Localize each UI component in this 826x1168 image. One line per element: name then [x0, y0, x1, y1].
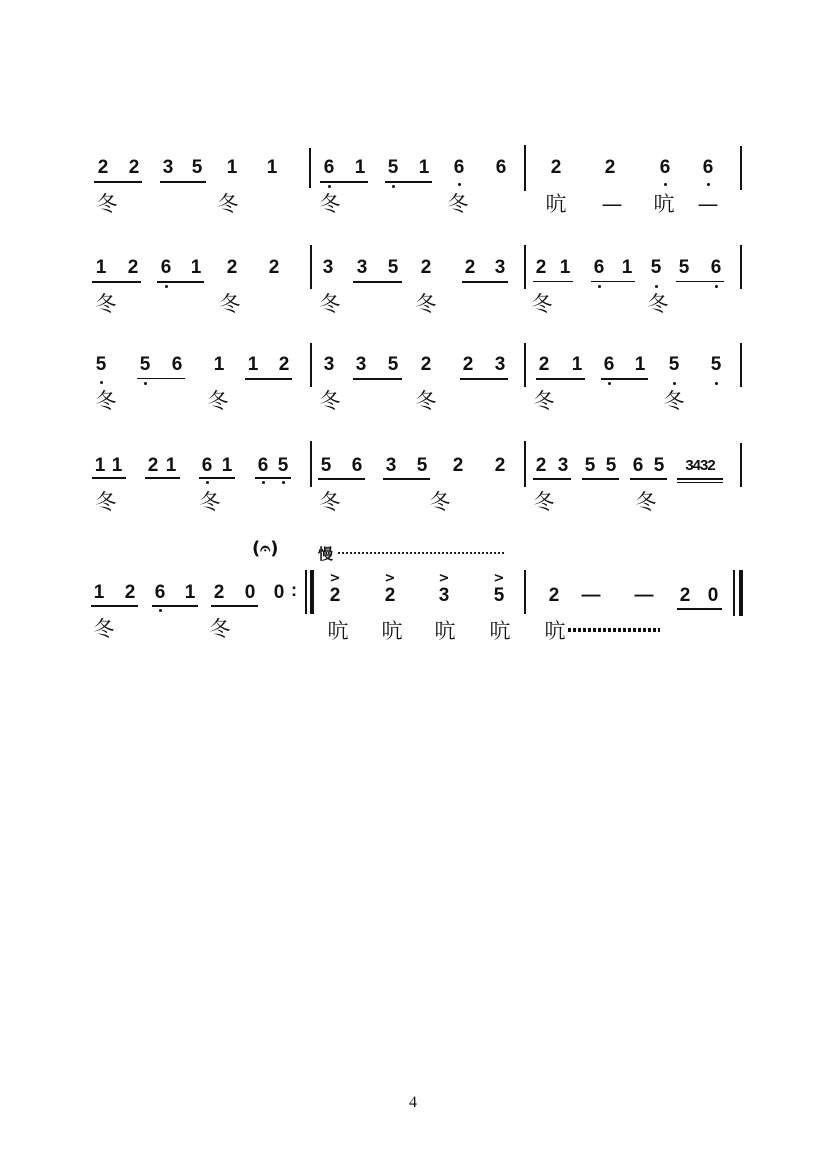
lyric: 吭	[545, 192, 567, 216]
dash: —	[581, 585, 601, 606]
note: 1	[93, 582, 105, 603]
note: 0	[707, 585, 719, 606]
note: 1	[213, 354, 225, 375]
octave-dot	[458, 183, 461, 186]
repeat-sign: :	[291, 580, 297, 600]
note: 1	[226, 157, 238, 178]
note: 2	[535, 455, 547, 476]
beam-underline	[601, 378, 648, 380]
note: 2	[124, 582, 136, 603]
beam-underline	[245, 378, 292, 380]
barline	[524, 343, 526, 387]
note: 3	[494, 354, 506, 375]
lyric: 冬	[415, 389, 437, 413]
beam-underline	[591, 281, 635, 282]
note: 2	[548, 585, 560, 606]
octave-dot	[715, 285, 718, 288]
octave-dot	[159, 609, 162, 612]
lyric: 冬	[319, 389, 341, 413]
octave-dot	[392, 185, 395, 188]
note: 1	[571, 354, 583, 375]
beam-underline	[536, 378, 585, 380]
note: 2	[538, 354, 550, 375]
note: 2	[384, 585, 396, 606]
lyric: 冬	[319, 490, 341, 514]
note: 2	[329, 585, 341, 606]
note: 6	[593, 257, 605, 278]
note: 5	[668, 354, 680, 375]
lyric: 冬	[209, 617, 231, 641]
lyric: 冬	[96, 192, 118, 216]
lyric: 冬	[219, 292, 241, 316]
lyric: 冬	[415, 292, 437, 316]
beam-underline	[677, 608, 722, 610]
octave-dot	[165, 285, 168, 288]
note: 5	[387, 354, 399, 375]
beam-underline	[137, 378, 185, 379]
note: 1	[354, 157, 366, 178]
lyric: 冬	[95, 389, 117, 413]
accent-mark: >	[438, 571, 450, 586]
barline	[309, 148, 311, 188]
note: 1	[190, 257, 202, 278]
note: 1	[634, 354, 646, 375]
beam-underline	[462, 281, 508, 283]
octave-dot	[100, 381, 103, 384]
note: 2	[420, 257, 432, 278]
note: 1	[266, 157, 278, 178]
lyric: 冬	[663, 389, 685, 413]
note: 2	[420, 354, 432, 375]
note: 6	[351, 455, 363, 476]
lyric: 吭	[544, 619, 566, 643]
lyric: 冬	[319, 192, 341, 216]
note: 1	[165, 455, 177, 476]
lyric: 吭	[327, 619, 349, 643]
lyric: 吭	[653, 192, 675, 216]
beam-underline	[533, 478, 571, 480]
note: 1	[621, 257, 633, 278]
lyric: 冬	[447, 192, 469, 216]
beam-underline	[320, 181, 368, 183]
note: 1	[94, 455, 106, 476]
note: 6	[257, 455, 269, 476]
tempo-extension-dots	[338, 552, 504, 554]
note: 1	[111, 455, 123, 476]
note: 5	[605, 455, 617, 476]
octave-dot	[282, 481, 285, 484]
note: 2	[462, 354, 474, 375]
beam-underline	[533, 281, 573, 282]
beam-underline	[676, 281, 724, 282]
note: 2	[147, 455, 159, 476]
note: 2	[494, 455, 506, 476]
note: 5	[277, 455, 289, 476]
beam-underline	[383, 478, 430, 480]
fermata-mark: (𝄐)	[252, 538, 279, 559]
beam-underline	[385, 181, 432, 183]
note: 2	[535, 257, 547, 278]
beam-underline	[677, 482, 723, 483]
note: 1	[184, 582, 196, 603]
note: 5	[320, 455, 332, 476]
note: 5	[493, 585, 505, 606]
beam-underline	[353, 281, 402, 283]
beam-underline	[353, 378, 402, 380]
octave-dot	[707, 183, 710, 186]
beam-underline	[92, 477, 126, 479]
barline	[305, 570, 307, 614]
lyric: 冬	[533, 389, 555, 413]
beam-underline	[460, 378, 508, 380]
accent-mark: >	[384, 571, 396, 586]
note: 5	[678, 257, 690, 278]
barline	[524, 570, 526, 614]
barline	[733, 570, 735, 616]
note: 2	[278, 354, 290, 375]
note: 1	[559, 257, 571, 278]
lyric: 冬	[95, 292, 117, 316]
note: 5	[416, 455, 428, 476]
barline	[310, 570, 314, 614]
note: 1	[418, 157, 430, 178]
note: 6	[710, 257, 722, 278]
octave-dot	[608, 382, 611, 385]
barline	[740, 146, 742, 190]
note: 3	[355, 354, 367, 375]
beam-underline	[92, 281, 141, 283]
beam-underline	[152, 605, 198, 607]
tremolo-wavy-line	[568, 628, 660, 632]
beam-underline	[199, 477, 235, 479]
accent-mark: >	[493, 571, 505, 586]
note: 3	[356, 257, 368, 278]
note: 2	[679, 585, 691, 606]
barline	[310, 245, 312, 289]
octave-dot	[328, 185, 331, 188]
note: 3	[323, 354, 335, 375]
note: 3	[494, 257, 506, 278]
note: 5	[139, 354, 151, 375]
lyric: 冬	[319, 292, 341, 316]
note: 2	[550, 157, 562, 178]
note: 5	[387, 157, 399, 178]
barline	[524, 145, 526, 191]
note: 6	[154, 582, 166, 603]
beam-underline	[145, 477, 180, 479]
barline	[740, 245, 742, 289]
lyric: 吭	[434, 619, 456, 643]
lyric: 冬	[429, 490, 451, 514]
note: 3	[438, 585, 450, 606]
beam-underline	[677, 478, 723, 480]
note: 2	[213, 582, 225, 603]
note: 2	[268, 257, 280, 278]
note: 2	[127, 257, 139, 278]
note: 6	[603, 354, 615, 375]
note: 2	[226, 257, 238, 278]
beam-underline	[91, 605, 138, 607]
barline	[310, 343, 312, 387]
note: 3	[322, 257, 334, 278]
barline	[740, 343, 742, 387]
accent-mark: >	[329, 571, 341, 586]
lyric: 冬	[533, 490, 555, 514]
barline	[524, 245, 526, 289]
beam-underline	[630, 478, 667, 480]
beam-underline	[211, 605, 258, 607]
note: 6	[160, 257, 172, 278]
octave-dot	[598, 285, 601, 288]
note: 2	[452, 455, 464, 476]
octave-dot	[715, 382, 718, 385]
note: 5	[710, 354, 722, 375]
note: 6	[323, 157, 335, 178]
octave-dot	[262, 481, 265, 484]
barline	[740, 443, 742, 487]
lyric: 冬	[647, 292, 669, 316]
octave-dot	[655, 285, 658, 288]
beam-underline	[94, 181, 142, 183]
lyric: 冬	[217, 192, 239, 216]
note: 3	[385, 455, 397, 476]
lyric: 吭	[381, 619, 403, 643]
note: 1	[221, 455, 233, 476]
tempo-marking: 慢	[318, 545, 334, 563]
octave-dot	[673, 382, 676, 385]
final-barline	[739, 570, 743, 616]
note: 5	[584, 455, 596, 476]
lyric: —	[601, 192, 623, 216]
note: 6	[702, 157, 714, 178]
note: 5	[95, 354, 107, 375]
barline	[310, 441, 312, 487]
note: 6	[453, 157, 465, 178]
note: 5	[191, 157, 203, 178]
note: 5	[387, 257, 399, 278]
beam-underline	[160, 181, 206, 183]
octave-dot	[664, 183, 667, 186]
note: 0	[244, 582, 256, 603]
note-group: 3432	[685, 457, 715, 474]
lyric: 冬	[635, 490, 657, 514]
note: 6	[495, 157, 507, 178]
lyric: 冬	[93, 617, 115, 641]
lyric: —	[697, 192, 719, 216]
lyric: 冬	[531, 292, 553, 316]
dash: —	[634, 585, 654, 606]
lyric: 冬	[207, 389, 229, 413]
beam-underline	[318, 478, 365, 480]
note: 2	[604, 157, 616, 178]
note: 5	[653, 455, 665, 476]
octave-dot	[144, 382, 147, 385]
note: 1	[247, 354, 259, 375]
barline	[524, 441, 526, 487]
note: 3	[162, 157, 174, 178]
note: 5	[650, 257, 662, 278]
note: 3	[557, 455, 569, 476]
lyric: 吭	[489, 619, 511, 643]
beam-underline	[582, 478, 619, 480]
page-number: 4	[409, 1094, 417, 1111]
note: 0	[273, 582, 285, 603]
octave-dot	[206, 481, 209, 484]
note: 2	[128, 157, 140, 178]
note: 6	[659, 157, 671, 178]
note: 2	[464, 257, 476, 278]
lyric: 冬	[95, 490, 117, 514]
note: 2	[97, 157, 109, 178]
lyric: 冬	[199, 490, 221, 514]
beam-underline	[157, 281, 204, 283]
beam-underline	[255, 477, 291, 479]
note: 6	[201, 455, 213, 476]
note: 6	[171, 354, 183, 375]
note: 6	[632, 455, 644, 476]
note: 1	[95, 257, 107, 278]
